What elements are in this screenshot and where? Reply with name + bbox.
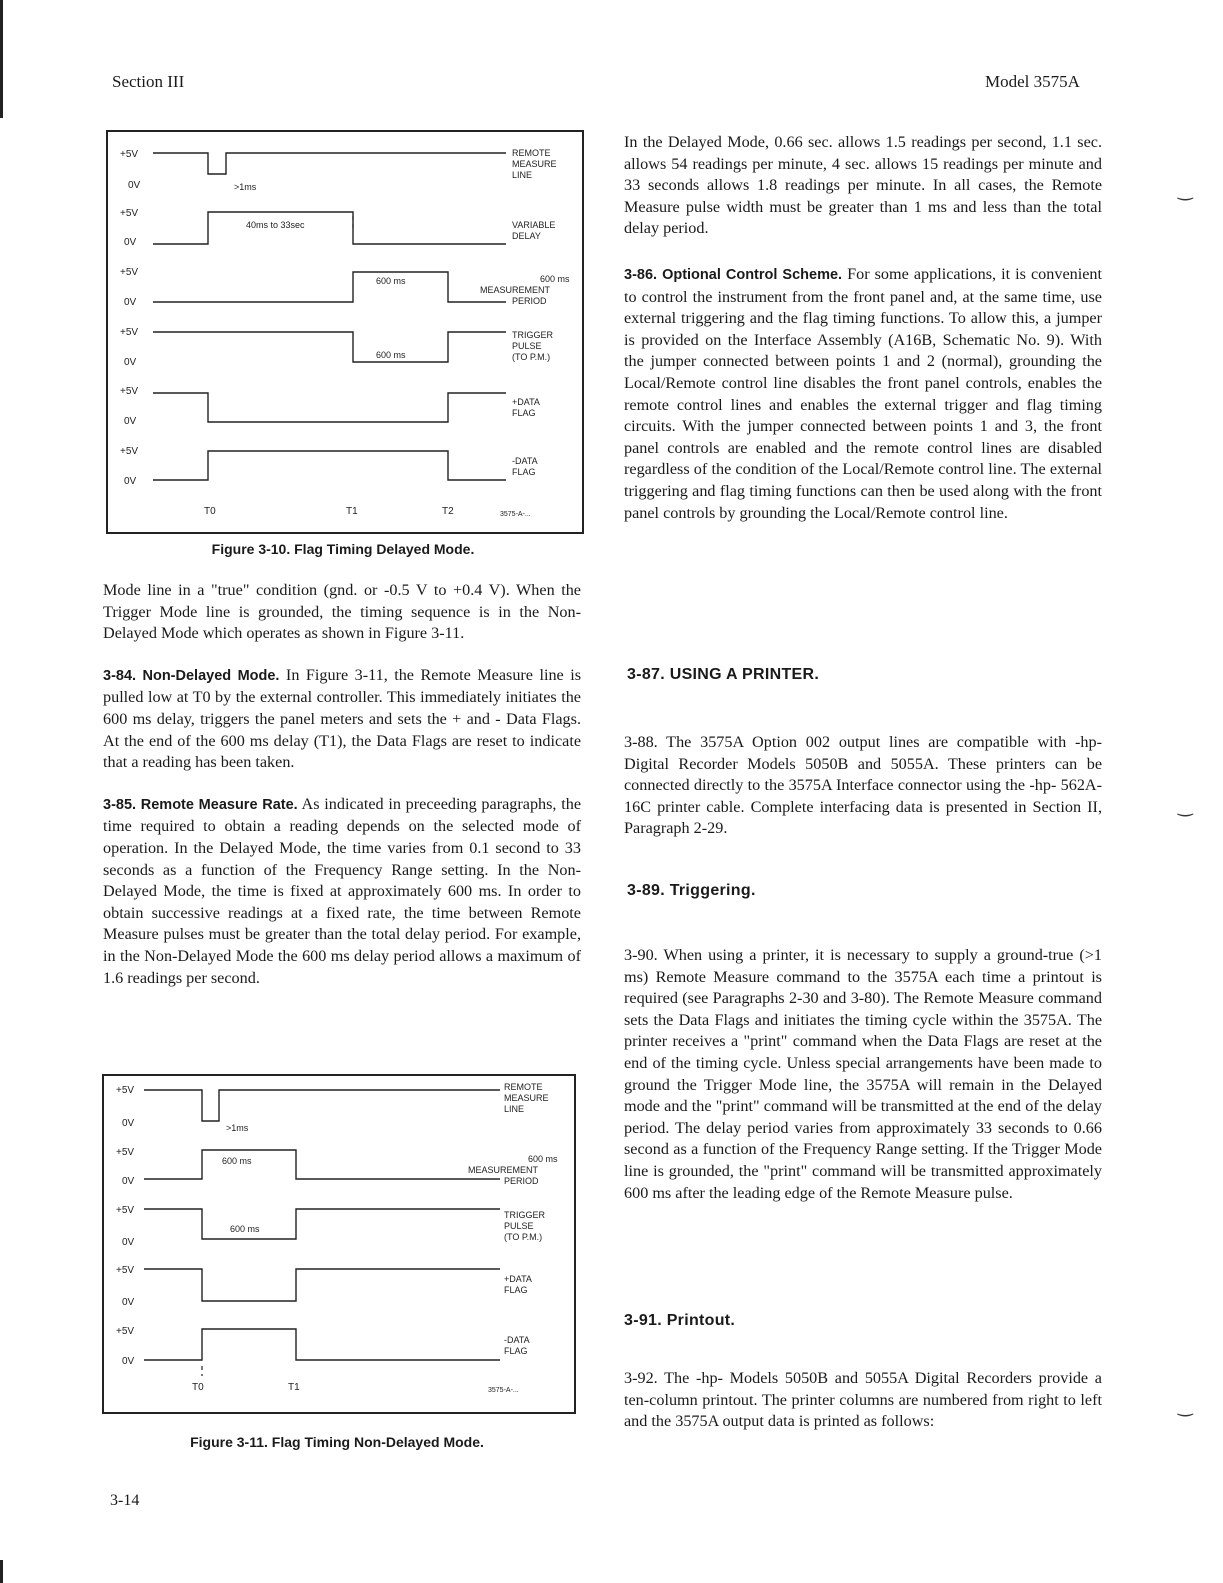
f11-volt-low-3: 0V <box>122 1237 135 1248</box>
paragraph-3-85 <box>103 794 581 989</box>
f10-volt-high-5: +5V <box>120 386 139 397</box>
f10-volt-low-5: 0V <box>124 416 137 427</box>
figure-3-10-caption: Figure 3-10. Flag Timing Delayed Mode. <box>211 541 475 557</box>
f10-volt-low-2: 0V <box>124 237 137 248</box>
f10-volt-low-4: 0V <box>124 357 137 368</box>
scan-edge-mark-bottom <box>0 1560 3 1583</box>
f11-label-trigger-3: (TO P.M.) <box>504 1232 543 1242</box>
paragraph-3-84 <box>103 665 581 774</box>
f10-time-t1: T1 <box>346 506 358 517</box>
f10-volt-high-3: +5V <box>120 267 139 278</box>
f11-wave-minus-data-flag <box>144 1329 500 1360</box>
heading-3-91: 3-91. Printout. <box>624 1312 736 1329</box>
margin-mark-2: ‿ <box>1178 796 1193 816</box>
f10-wave-plus-data-flag <box>153 393 506 422</box>
f11-volt-high-2: +5V <box>116 1147 135 1158</box>
f10-volt-high-6: +5V <box>120 446 139 457</box>
f10-wave-measurement-period <box>153 272 506 302</box>
f10-annotation-pulse-width: >1ms <box>234 182 257 192</box>
scan-edge-mark-top <box>0 0 3 118</box>
paragraph-3-84-label: 3-84. Non-Delayed Mode. <box>103 667 280 684</box>
figure-3-11-diagram <box>104 1076 574 1412</box>
paragraph-3-90-block <box>624 945 1102 1204</box>
right-column-top <box>624 132 1102 524</box>
paragraph-continuation: Mode line in a "true" condition (gnd. or -0.5 V to +0.4 V). When the Trigger Mode line is grounded, the timing sequence is in the Non-Delayed Mode which operates as shown in Figure 3-11. <box>103 581 581 643</box>
f10-label-trigger-3: (TO P.M.) <box>512 352 551 362</box>
f11-label-period-1: 600 ms <box>528 1154 558 1164</box>
f10-label-period-1: 600 ms <box>540 274 570 284</box>
f10-volt-high-4: +5V <box>120 327 139 338</box>
f11-volt-high-3: +5V <box>116 1205 135 1216</box>
f10-volt-high-1: +5V <box>120 149 139 160</box>
paragraph-3-86-text: For some applications, it is convenient to control the instrument from the front panel and, at the same time, use external triggering and the flag timing functions. To allow this, a jumper is provided on the Interface Assembly (A16B, Schematic No. 9). With the jumper connected between points 1 and 2 (normal), grounding the Local/Remote control line disables the front panel controls, enables the remote control lines and enables the external trigger and flag timing circuits. With the jumper connected between points 1 and 3, the front panel controls are enabled and the remote control lines are disabled regardless of the condition of the Local/Remote control line. The external triggering and flag timing functions can then be used along with the front panel controls by grounding the Local/Remote control line. <box>624 264 1102 522</box>
paragraph-3-86 <box>624 264 1102 524</box>
f10-corner-code: 3575-A-... <box>500 511 531 518</box>
f11-volt-low-1: 0V <box>122 1118 135 1129</box>
f11-volt-low-2: 0V <box>122 1176 135 1187</box>
paragraph-3-85-label: 3-85. Remote Measure Rate. <box>103 796 298 813</box>
f11-label-remote-2: MEASURE <box>504 1093 549 1103</box>
f10-volt-high-2: +5V <box>120 208 139 219</box>
header-model: Model 3575A <box>985 72 1080 91</box>
paragraph-3-85-text: As indicated in preceeding paragraphs, the time required to obtain a reading depends on the selected mode of operation. In the Delayed Mode, the time varies from 0.1 second to 33 seconds as a function of the Frequency Range setting. In the Non-Delayed Mode, the time is fixed at approximately 600 ms. In order to obtain successive readings at a fixed rate, the time between Remote Measure pulses must be greater than the total delay period. For example, in the Non-Delayed Mode the 600 ms delay period allows a maximum of 1.6 readings per second. <box>103 794 582 987</box>
page-number: 3-14 <box>110 1492 140 1509</box>
margin-mark-1: ‿ <box>1178 180 1193 200</box>
f10-label-period-3: PERIOD <box>512 296 547 306</box>
figure-3-11-caption: Figure 3-11. Flag Timing Non-Delayed Mode. <box>190 1434 484 1450</box>
f10-annotation-measure-period: 600 ms <box>376 276 406 286</box>
paragraph-3-84-text: In Figure 3-11, the Remote Measure line is pulled low at T0 by the external controller. This immediately initiates the 600 ms delay, triggers the panel meters and sets the + and - Data Flags. At the end of the 600 ms delay (T1), the Data Flags are reset to indicate that a reading has been taken. <box>103 665 581 772</box>
f11-label-period-2: MEASUREMENT <box>468 1165 539 1175</box>
paragraph-3-92: 3-92. The -hp- Models 5050B and 5055A Digital Recorders provide a ten-column printout. The printer columns are numbered from right to left and the 3575A output data is printed as follows: <box>624 1369 1102 1431</box>
f10-label-remote-1: REMOTE <box>512 148 551 158</box>
f10-label-remote-2: MEASURE <box>512 159 557 169</box>
heading-3-87: 3-87. USING A PRINTER. <box>627 666 820 683</box>
f11-label-plus-flag-2: FLAG <box>504 1285 528 1295</box>
f11-annotation-pulse-width: >1ms <box>226 1123 249 1133</box>
f11-label-trigger-2: PULSE <box>504 1221 534 1231</box>
figure-3-11 <box>102 1074 576 1414</box>
f11-wave-trigger-pulse <box>144 1209 500 1239</box>
f10-annotation-trigger-period: 600 ms <box>376 350 406 360</box>
f10-wave-trigger-pulse <box>153 332 506 362</box>
header-section: Section III <box>112 72 185 91</box>
left-column <box>103 580 581 989</box>
f10-label-minus-flag-2: FLAG <box>512 467 536 477</box>
f10-annotation-delay-range: 40ms to 33sec <box>246 220 305 230</box>
f11-volt-low-5: 0V <box>122 1356 135 1367</box>
paragraph-3-90: 3-90. When using a printer, it is necessary to supply a ground-true (>1 ms) Remote Measure command to the 3575A each time a printout is required (see Paragraphs 2-30 and 3-80). The Remote Measure command sets the Data Flags and initiates the timing cycle within the 3575A. The printer receives a "print" command when the Data Flags are reset at the end of the timing cycle. Unless special arrangements have been made to ground the Trigger Mode line, the 3575A will remain in the Delayed mode and the "print" command will be transmitted at the end of the delay period. The delay period varies from approximately 33 seconds to 0.66 second as a function of the Frequency Range setting. If the Trigger Mode line is grounded, the "print" command will be transmitted approximately 600 ms after the leading edge of the Remote Measure pulse. <box>624 946 1102 1202</box>
f10-wave-variable-delay <box>153 212 506 244</box>
f10-label-minus-flag-1: -DATA <box>512 456 538 466</box>
f11-label-minus-flag-2: FLAG <box>504 1346 528 1356</box>
f11-label-trigger-1: TRIGGER <box>504 1210 546 1220</box>
f11-label-minus-flag-1: -DATA <box>504 1335 530 1345</box>
f10-label-remote-3: LINE <box>512 170 533 180</box>
f10-label-plus-flag-2: FLAG <box>512 408 536 418</box>
f10-label-trigger-2: PULSE <box>512 341 542 351</box>
heading-3-89: 3-89. Triggering. <box>627 882 756 899</box>
f10-wave-minus-data-flag <box>153 451 506 480</box>
figure-3-10-diagram <box>108 132 582 532</box>
f11-wave-remote-measure <box>144 1090 500 1121</box>
f11-wave-measurement-period <box>144 1150 500 1179</box>
figure-3-10 <box>106 130 584 534</box>
f10-label-period-2: MEASUREMENT <box>480 285 551 295</box>
paragraph-3-88: 3-88. The 3575A Option 002 output lines are compatible with -hp- Digital Recorder Models 5050B and 5055A. These printers can be connected directly to the 3575A Interface connector using the -hp- 562A-16C printer cable. Complete interfacing data is presented in Section II, Paragraph 2-29. <box>624 733 1102 838</box>
f11-time-t0: T0 <box>192 1382 204 1393</box>
f10-volt-low-1: 0V <box>128 180 141 191</box>
f10-volt-low-3: 0V <box>124 297 137 308</box>
f11-label-remote-1: REMOTE <box>504 1082 543 1092</box>
f11-label-remote-3: LINE <box>504 1104 525 1114</box>
f10-volt-low-6: 0V <box>124 476 137 487</box>
f11-volt-high-5: +5V <box>116 1326 135 1337</box>
paragraph-delayed-rates: In the Delayed Mode, 0.66 sec. allows 1.5 readings per second, 1.1 sec. allows 54 readings per minute, 4 sec. allows 15 readings per minute and 33 seconds allows 1.8 readings per minute. In all cases, the Remote Measure pulse width must be greater than 1 ms and less than the total delay period. <box>624 133 1102 238</box>
f11-volt-high-1: +5V <box>116 1085 135 1096</box>
f11-volt-low-4: 0V <box>122 1297 135 1308</box>
f10-label-trigger-1: TRIGGER <box>512 330 554 340</box>
f10-label-delay-2: DELAY <box>512 231 541 241</box>
f10-label-plus-flag-1: +DATA <box>512 397 540 407</box>
f11-wave-plus-data-flag <box>144 1269 500 1301</box>
f11-annotation-measure-period: 600 ms <box>222 1156 252 1166</box>
paragraph-3-92-block <box>624 1368 1102 1433</box>
paragraph-3-88-block <box>624 732 1102 840</box>
f11-volt-high-4: +5V <box>116 1265 135 1276</box>
margin-mark-3: ‿ <box>1178 1396 1193 1416</box>
f11-label-period-3: PERIOD <box>504 1176 539 1186</box>
f11-corner-code: 3575-A-... <box>488 1387 519 1394</box>
f11-annotation-trigger-period: 600 ms <box>230 1224 260 1234</box>
f11-label-plus-flag-1: +DATA <box>504 1274 532 1284</box>
paragraph-3-86-label: 3-86. Optional Control Scheme. <box>624 266 843 283</box>
f10-wave-remote-measure <box>153 153 506 174</box>
f10-label-delay-1: VARIABLE <box>512 220 556 230</box>
f11-time-t1: T1 <box>288 1382 300 1393</box>
f10-time-t2: T2 <box>442 506 454 517</box>
f10-time-t0: T0 <box>204 506 216 517</box>
